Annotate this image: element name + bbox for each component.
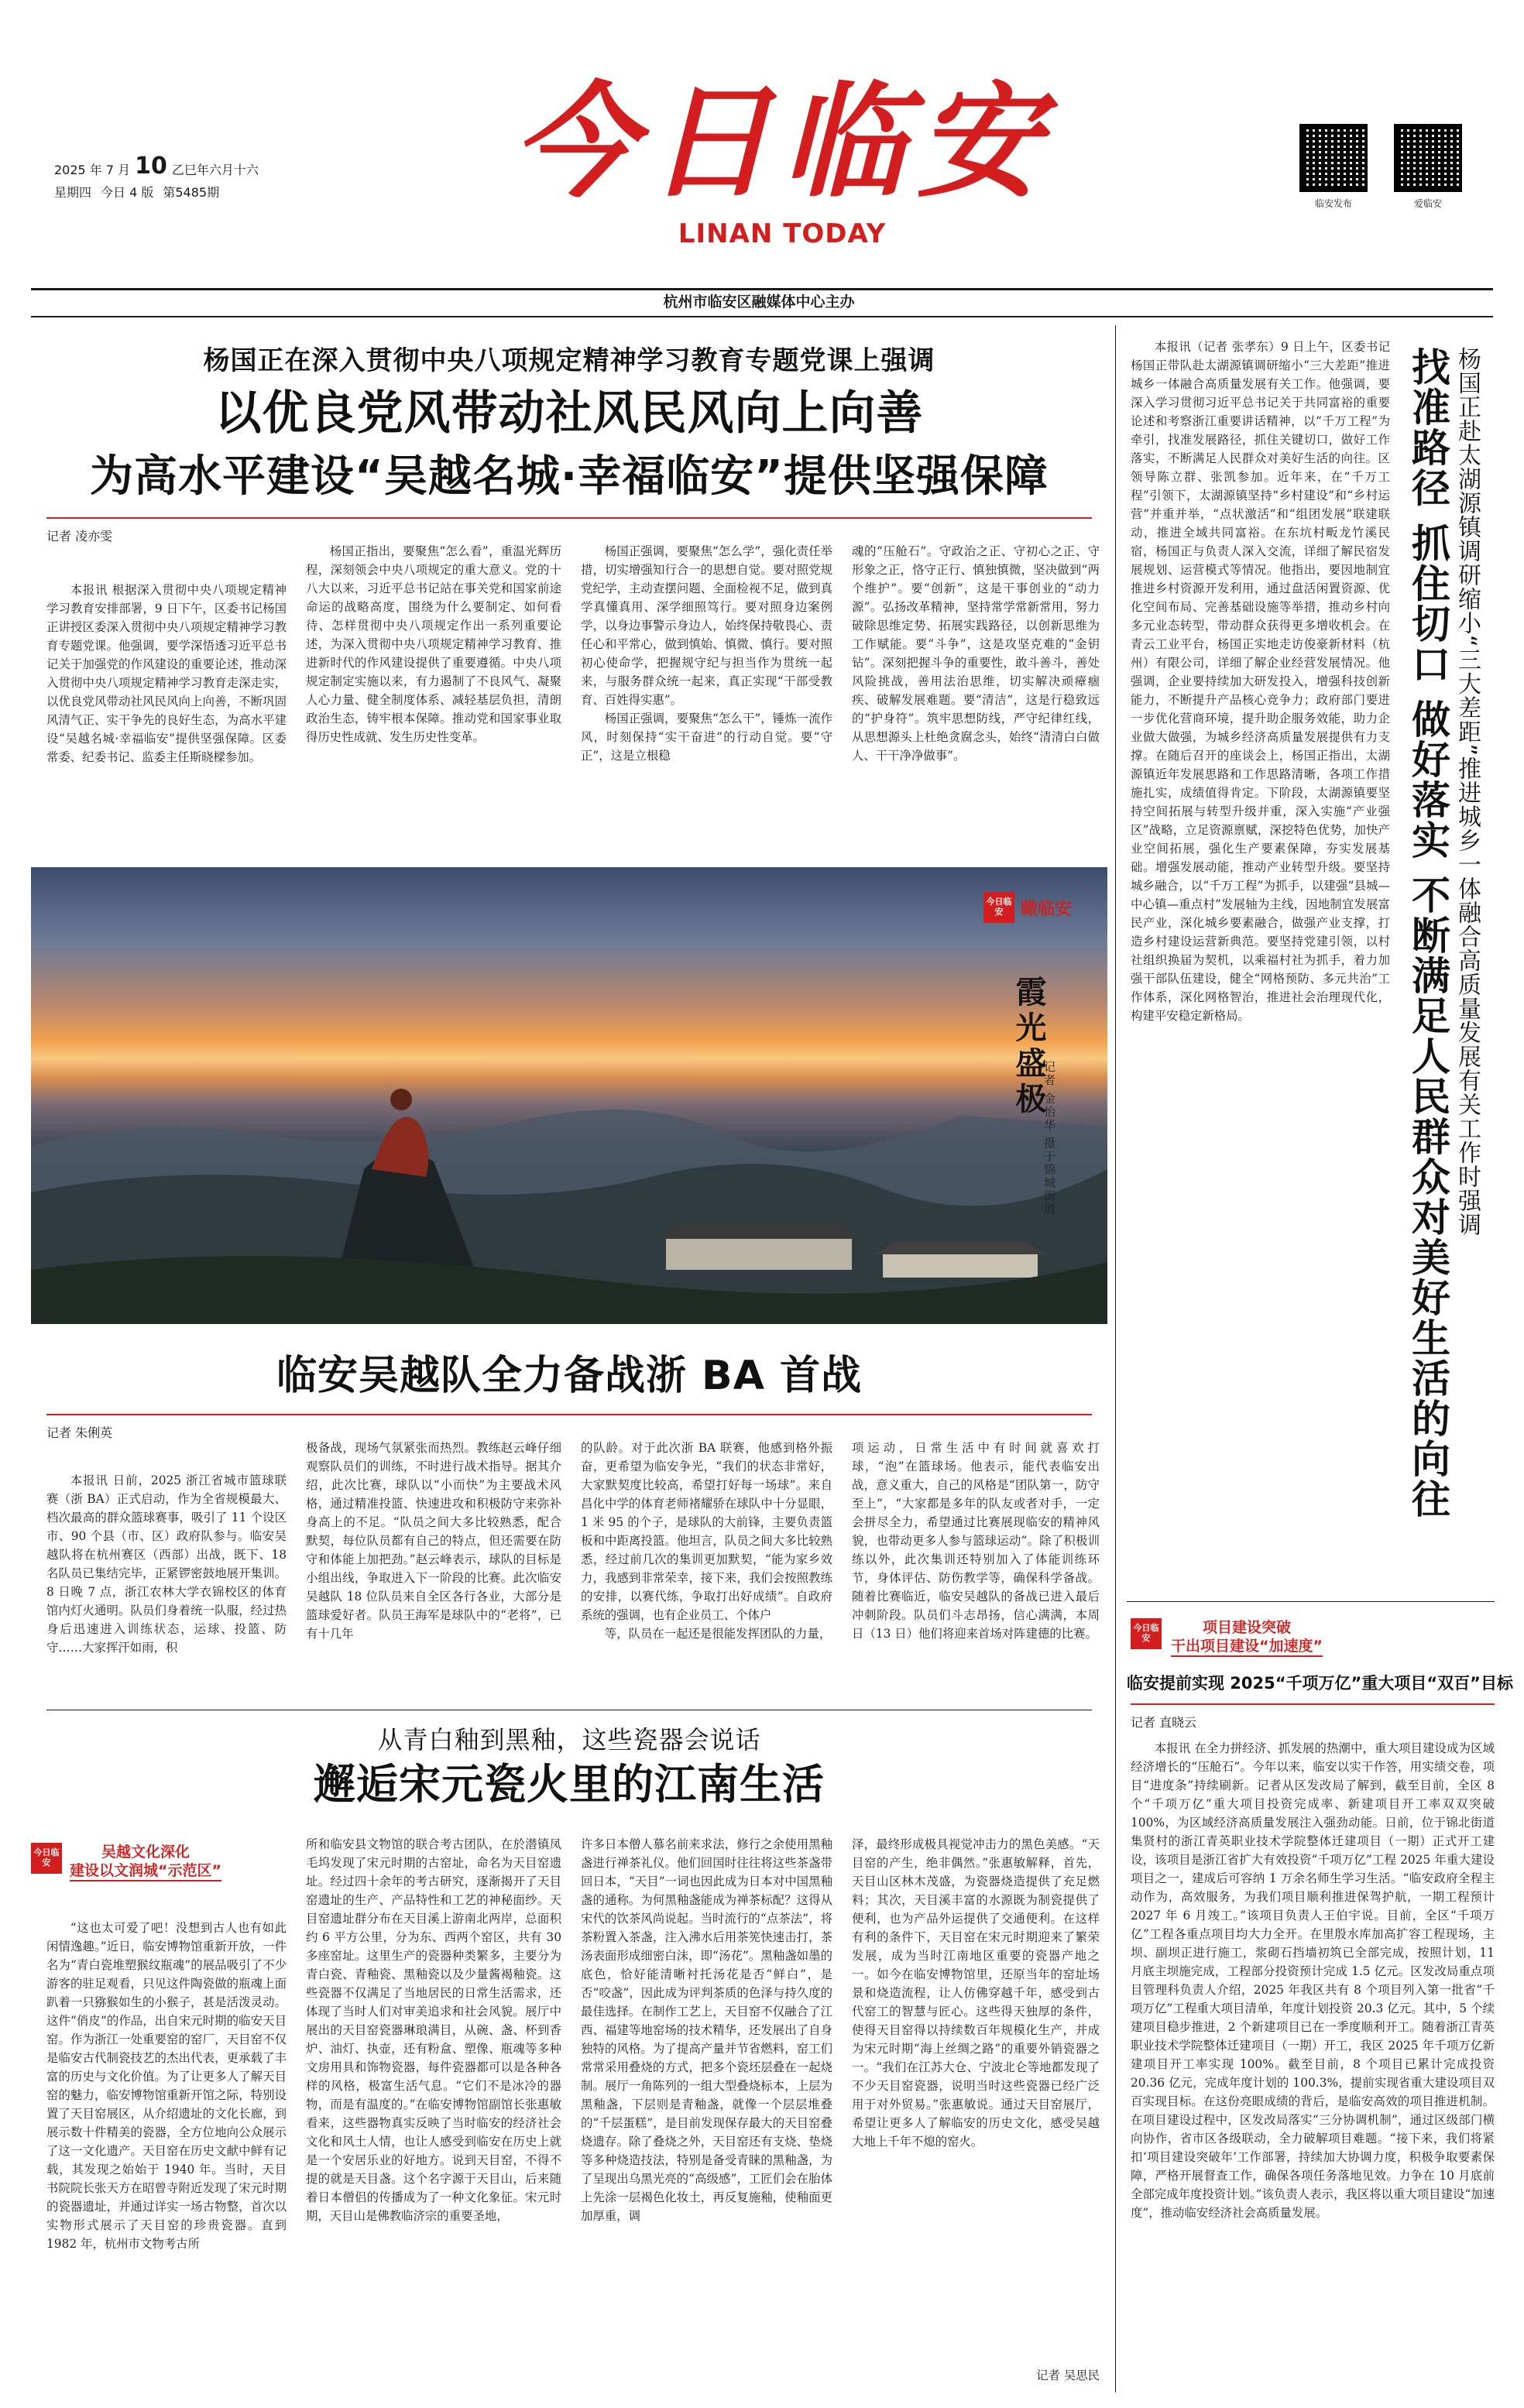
qr1-label: 临安发布 — [1314, 198, 1352, 209]
right-bottom-brand-logo: 今日临安 — [1131, 1618, 1162, 1649]
photo-title: 霞光盛极 — [1011, 976, 1046, 1118]
ba-column-2: 极备战，现场气氛紧张而热烈。教练赵云峰仔细观察队员们的训练，不时进行战术指导。据其介绍，此次比赛，球队以“小而快”为主要战术风格，通过精准投篮、快速进攻和积极防守来弥补身高上的不足。“队员之间大多比较熟悉，配合默契，每位队员都有自己的特点，但还需要在防守和体能上加把劲。”赵云峰表示，球队的目标是小组出线，争取进入下一阶段的比赛。此次临安吴越队 18 位队员来自全区各行各业，大部分是篮球爱好者。队员王海军是球队中的“老将”，已有十几年 — [306, 1441, 561, 1641]
ceramics-column-4-text: 泽，最终形成极具视觉冲击力的黑色美感。“天目窑的产生，绝非偶然。”张惠敏解释，首先，天目山区林木茂盛，为瓷器烧造提供了充足燃料；其次，天目溪丰富的水源既为制瓷提供了便利，也为产品外运提供了交通便利。在这样有利的条件下，天目窑在宋元时期迎来了繁荣发展，成为当时江南地区重要的瓷器产地之一。如今在临安博物馆里，还原当年的窑址场景和烧造流程，让人仿佛穿越千年，感受到古代窑工的智慧与匠心。这些得天独厚的条件，使得天目窑得以持续数百年规模化生产，并成为宋元时期“海上丝绸之路”的重要外销瓷器之一。“我们在江苏大仓、宁波北仑等地都发现了不少天目窑瓷器，说明当时这些瓷器已经广泛用于对外贸易。”张惠敏说。通过天目窑展厅，希望让更多人了解临安的历史文化，感受吴越大地上千年不熄的窑火。 — [852, 1837, 1100, 2149]
ba-column-3 — [581, 1439, 832, 1696]
right-bottom-red-rule — [1131, 1703, 1495, 1705]
ba-column-1: 本报讯 日前，2025 浙江省城市篮球联赛（浙 BA）正式启动，作为全省规模最大、档次最高的群众篮球赛事，吸引了 11 个设区市、90 个县（市、区）政府队参与。临安吴越队将在杭州赛区（西部）出战，既下、18 名队员已集结完毕，正紧锣密鼓地展开集训。8 日晚 7 点，浙江农林大学衣锦校区的体育馆内灯火通明。队员们身着统一队服，经过热身后迅速进入训练状态，运球、投篮、防守……大家挥汗如雨，积 — [46, 1473, 287, 1655]
ba-column-4: 项运动，日常生活中有时间就喜欢打球，“泡”在篮球场。他表示，能代表临安出战，意义重大，自己的风格是“团队第一，防守至上”，“大家都是多年的队友或者对手，一定会拼尽全力，希望通过比赛展现临安的精神风貌，也带动更多人参与篮球运动”。除了积极训练以外，此次集训还特别加入了体能训练环节，身体评估、防伤教学等，确保科学备战。随着比赛临近，临安吴越队的备战已进入最后冲刺阶段。队员们斗志昂扬，信心满满，本周日（13 日）他们将迎来首场对阵建德的比赛。 — [852, 1441, 1100, 1641]
ba-title: 临安吴越队全力备战浙 BA 首战 — [276, 1353, 863, 1399]
ceramics-column-2: 所和临安县文物馆的联合考古团队，在於潜镇凤毛坞发现了宋元时期的古窑址，命名为天目窑遗址。经过四十余年的考古研究，逐渐揭开了天目窑遗址的生产、产品特性和工艺的神秘面纱。天目窑遗址群分布在天目溪上游南北两岸，总面积约 6 平方公里，分为东、西两个窑区，共有 30 多座窑址。这里生产的瓷器种类繁多，主要分为青白瓷、青釉瓷、黑釉瓷以及少量酱褐釉瓷。这些瓷器不仅满足了当地居民的日常生活需求，还体现了当时人们对审美追求和社会风貌。展厅中展出的天目窑瓷器琳琅满目，从碗、盏、杯到香炉、油灯、执壶，还有粉盒、塑像、瓶魂等多种文房用具和饰物瓷器，每件瓷器都可以是各种各样的风格，极富生活气息。“它们不是冰冷的器物，而是有温度的。”在临安博物馆副馆长张惠敏看来，这些器物真实反映了当时临安的经济社会文化和风土人情，也让人感受到临安在历史上就是一个安居乐业的好地方。说到天目窑，不得不提的就是天目盏。这个名字源于天目山，后来随着日本僧侣的传播成为了一种文化象征。宋元时期，天目山是佛教临济宗的重要圣地， — [306, 1837, 561, 2223]
masthead-title: 今日临安 — [512, 69, 1052, 214]
right-bottom-tag — [1131, 1618, 1495, 1657]
ceramics-brand-logo: 今日临安 — [31, 1843, 62, 1874]
masthead-weekday: 星期四 — [54, 185, 92, 200]
masthead-day: 10 — [135, 153, 167, 180]
ceramics-kicker: 从青白釉到黑釉，这些瓷器会说话 — [377, 1725, 761, 1755]
ceramics-tag-line1: 吴越文化深化 — [101, 1844, 190, 1861]
lead-column-3 — [581, 542, 832, 844]
masthead-pages: 今日 4 版 — [101, 185, 154, 200]
masthead-date: 2025 年 7 月 — [54, 163, 131, 177]
right-top-kicker: 杨国正赴太湖源镇调研缩小“三大差距”推进城乡一体融合高质量发展有关工作时强调 — [1454, 347, 1481, 1237]
ceramics-tag-line2: 建设以文润城“示范区” — [70, 1861, 221, 1881]
masthead-title-en: LINAN TODAY — [678, 218, 887, 249]
ba-column-3-para2: 等，队员在一起还是很能发挥团队的力量， — [604, 1627, 832, 1641]
lead-red-rule — [46, 517, 1092, 519]
ceramics-column-1: “这也太可爱了吧！没想到古人也有如此闲情逸趣。”近日，临安博物馆重新开放，一件名为“青白瓷堆塑猴纹瓶魂”的展品吸引了不少游客的驻足观看，只见这件陶瓷做的瓶魂上面趴着一只猕猴如生的小猴子，甚是活泼灵动。这件“俏皮”的作品，出自宋元时期的临安天目窑。作为浙江一处重要窑的窑厂，天目窑不仅是临安古代制瓷技艺的杰出代表，更承载了丰富的历史与文化价值。为了让更多人了解天目窑的魅力，临安博物馆重新开馆之际，特别设置了天目窑展区，从介绍遗址的文化长廊，到展示数十件精美的瓷器，全方位地向公众展示了这一文化遗产。天目窑在历史文献中鲜有记载，其发现之始始于 1940 年。当时，天目书院院长张天方在昭曾寺附近发现了宋元时期的瓷器遗址，并通过详实一场古物整，首次以实物形式展示了天目窑的珍贵瓷器。直到 1982 年，杭州市文物考古所 — [46, 1921, 287, 2251]
lead-column-3-para2: 杨国正强调，要聚焦“怎么干”，锤炼一流作风，时刻保持“实干奋进”的行动自觉。要“守正”，这是立根稳 — [581, 712, 832, 763]
ceramics-title: 邂逅宋元瓷火里的江南生活 — [314, 1760, 825, 1809]
photo-column-name: 瞰临安 — [1021, 899, 1073, 919]
right-bottom-title: 临安提前实现 2025“千项万亿”重大项目“双百”目标 — [1127, 1674, 1513, 1693]
right-top-body: 本报讯（记者 张孝东）9 日上午，区委书记杨国正带队赴太湖源镇调研缩小“三大差距”推进城乡一体融合高质量发展有关工作。他强调，要深入学习贯彻习近平总书记关于共同富裕的重要论述和考察浙江重要讲话精神，以“千万工程”为牵引，找准发展路径，抓住关键切口，做好工作落实，不断满足人民群众对美好生活的向往。区领导陈立群、张凯参加。近年来，在“千万工程”引领下，太湖源镇坚持“乡村建设”和“乡村运营”并重并举，“点状激活”和“组团发展”联建联动，推进全域共同富裕。在东坑村畈龙竹溪民宿，杨国正与负责人深入交流，详细了解民宿发展规划、运营模式等情况。他指出，要因地制宜推进乡村资源开发利用，通过盘活闲置资源、优化空间布局、完善基础设施等举措，推动乡村向多元业态转型，带动群众获得更多增收机会。在青云工业平台，杨国正实地走访俊豪新材料（杭州）有限公司，详细了解企业经营发展情况。他强调，企业要持续加大研发投入，增强科技创新能力，不断提升产品核心竞争力；政府部门要进一步优化营商环境，提升助企服务效能，助力企业做大做强，为城乡经济高质量发展提供有力支撑。在随后召开的座谈会上，杨国正指出，太湖源镇近年发展思路和工作思路清晰，各项工作措施扎实，成绩值得肯定。下阶段，太湖源镇要坚持空间拓展与转型升级并重，深入实施“产业强区”战略，立足资源禀赋，深挖特色优势，加快产业空间拓展，强化生产要素保障，夯实发展基础。增强发展动能，推动产业转型升级。要坚持城乡融合，以“千万工程”为抓手，以建强“县城—中心镇—重点村”发展轴为主线，因地制宜发展富民产业，深化城乡要素融合，做强产业支撑，打造乡村建设运营新典范。要坚持党建引领，以村社组织换届为契机，以乘福村社为抓手，着力加强干部队伍建设，健全“网格预防、多元共治”工作体系，深化网格智治，推进社会治理现代化，构建平安稳定新格局。 — [1131, 340, 1390, 1023]
ba-red-rule — [46, 1414, 1092, 1415]
right-bottom-byline: 记者 直晓云 — [1131, 1715, 1197, 1730]
ba-byline: 记者 朱俐英 — [46, 1425, 113, 1440]
masthead-lunar: 乙巳年六月十六 — [171, 163, 259, 177]
ceramics-byline-end: 记者 吴思民 — [1036, 2369, 1100, 2382]
masthead-date-block — [54, 155, 379, 201]
photo-landscape — [31, 867, 1107, 1324]
lead-title-line1: 以优良党风带动社风民风向上向善 — [215, 386, 924, 441]
photo-brand-logo: 今日临安 — [983, 892, 1014, 923]
right-column-divider — [1115, 325, 1116, 2393]
right-bottom-body: 本报讯 在全力拼经济、抓发展的热潮中，重大项目建设成为区域经济增长的“压舱石”。今年以来，临安以实干作答，用实绩交卷，项目“进度条”持续刷新。记者从区发改局了解到，截至目前，全区 8 个“千项万亿”重大项目投资完成率、新建项目开工率双双突破 100%，为区域经济高质量发展注入强劲动能。日前，位于锦北街道集贤村的浙江青英职业技术学院整体迁建项目（一期）正式开工建设，该项目是浙江省扩大有效投资“千项万亿”工程 2025 年重大建设项目之一，建成后可容纳 1 万余名师生学习生活。“临安政府全程主动作为，高效服务，为我们项目顺利推进保驾护航，一期工程预计 2027 年 6 月竣工。”该项目负责人王伯宇说。目前，全区“千项万亿”工程各重点项目均大力全开。在里殷水库加高扩容工程现场，主坝、副坝正进行施工，浆砌石挡墙初筑已全部完成，按照计划，11 月底主坝施完成，工程部分投资预计完成 1.5 亿元。区发改局重点项目管理科负责人介绍，2025 年我区共有 8 个项目列入第一批省“千项万亿”工程重大项目清单，年度计划投资 20.3 亿元。其中，5 个续建项目稳步推进，2 个新建项目已在一季度顺利开工。随着浙江青英职业技术学院整体迁建项目（一期）开工，我区 2025 年千项万亿新建项目开工率实现 100%。截至目前，8 个项目已累计完成投资 20.36 亿元，完成年度计划的 100.3%，提前实现省重大建设项目双百实现目标。在这份亮眼成绩的背后，是临安高效的项目推进机制。在项目建设过程中，区发改局落实“三分协调机制”，通过区级部门横向协作，省市区各级联动，全力破解项目难题。“接下来，我们将紧扣‘项目建设突破年’工作部署，持续加大协调力度，积极争取要素保障，严格开展督查工作，确保各项任务落地见效。力争在 10 月底前全部完成年度投资计划。”该负责人表示，我区将以重大项目建设“加速度”，推动临安经济社会高质量发展。 — [1131, 1741, 1495, 2220]
qr2-label: 爱临安 — [1413, 198, 1442, 209]
ba-column-3-para1: 的队龄。对于此次浙 BA 联赛，他感到格外振奋，更希望为临安争光，“我们的状态非常好，大家默契度比较高，希望打好每一场球”。来自昌化中学的体育老师褚耀骄在球队中十分显眼，1 米 95 的个子，是球队的大前锋，主要负责篮板和中距离投篮。他坦言，队员之间大多比较熟悉，经过前几次的集训更加默契，“能为家乡效力，我感到非常荣幸，接下来，我们会按照教练的安排，以赛代练，争取打出好成绩”。自政府系统的强调，也有企业员工、个体户 — [581, 1441, 832, 1622]
right-top-title: 找准路径 抓住切口 做好落实 不断满足人民群众对美好生活的向往 — [1406, 347, 1450, 1520]
lead-kicker: 杨国正在深入贯彻中央八项规定精神学习教育专题党课上强调 — [203, 345, 935, 376]
qr-code-linan-fabu[interactable] — [1299, 124, 1368, 192]
photo-column-tag — [983, 892, 1072, 923]
masthead-issue: 第5485期 — [163, 185, 220, 200]
lead-column-1: 本报讯 根据深入贯彻中央八项规定精神学习教育安排部署，9 日下午，区委书记杨国正讲授区委深入贯彻中央八项规定精神学习教育专题党课。他强调，要学深悟透习近平总书记关于加强党的作风建设的重要论述，推动深入贯彻中央八项规定精神学习教育走深走实，以优良党风带动社风民风向上向善，不断巩固风清气正、实干争先的良好生态，为高水平建设“吴越名城·幸福临安”提供坚强保障。区委常委、纪委书记、监委主任斯晓樑参加。 — [46, 583, 287, 764]
lead-column-2: 杨国正指出，要聚焦“怎么看”，重温光辉历程，深刻领会中央八项规定的重大意义。党的十八大以来，习近平总书记站在事关党和国家前途命运的战略高度，围绕为什么要制定、如何看待、怎样贯彻中央八项规定作出一系列重要论述，为深入贯彻中央八项规定精神学习教育、推进新时代的作风建设提供了重要遵循。中央八项规定制定实施以来，有力遏制了不良风气、凝聚人心力量、健全制度体系、减轻基层负担，清朗政治生态，铸牢根本保障。推动党和国家事业取得历史性成就、发生历史性变革。 — [306, 544, 561, 744]
right-bottom-tag-line2: 干出项目建设“加速度” — [1171, 1637, 1323, 1657]
masthead-sponsor: 杭州市临安区融媒体中心主办 — [663, 293, 855, 310]
right-bottom-tag-line1: 项目建设突破 — [1202, 1619, 1291, 1636]
ceramics-column-4 — [852, 1835, 1100, 2393]
lead-column-4: 魂的“压舱石”。守政治之正、守初心之正、守形象之正，恪守正行、慎独慎微，坚决做到“两个维护”。要“创新”，这是干事创业的“动力源”。弘扬改革精神，坚持常学常新常用，努力破除思维定势、拓展实践路径，以创新思维为工作赋能。要“斗争”，这是攻坚克难的“金钥钻”。深刻把握斗争的重要性，敢斗善斗，善处风险挑战，善用法治思维，切实解决顽瘴痼疾、破解发展难题。要“清洁”，这是行稳致远的“护身符”。筑牢思想防线，严守纪律红线，从思想源头上杜绝贪腐念头，始终“清清白白做人、干干净净做事”。 — [852, 544, 1100, 763]
masthead-rule-bottom — [31, 316, 1493, 317]
photo-credit: 记者 金怡华 摄于锦城街道 — [1042, 1061, 1056, 1216]
lead-byline: 记者 凌亦雯 — [46, 529, 113, 544]
sunset-photo — [31, 867, 1107, 1324]
lead-column-3-para1: 杨国正强调，要聚焦“怎么学”，强化责任举措，切实增强知行合一的思想自觉。要对照党规党纪学，主动查摆问题、全面检视不足，做到真学真懂真用、深学细照笃行。要对照身边案例学，以身边事警示身边人，始终保持敬畏心、责任心和平常心，做到慎始、慎微、慎行。要对照初心使命学，把握规守纪与担当作为贯统一起来，与服务群众统一起来，真正实现“干部受教育、百姓得实惠”。 — [581, 544, 832, 707]
lead-title-line2: 为高水平建设“吴越名城·幸福临安”提供坚强保障 — [90, 451, 1049, 502]
ceramics-column-3: 许多日本僧人慕名前来求法，修行之余使用黑釉盏进行禅茶礼仪。他们回国时往往将这些茶盏带回日本，“天目”一词也因此成为日本对中国黑釉盏的通称。为何黑釉盏能成为禅茶标配？这得从宋代的饮茶风尚说起。当时流行的“点茶法”，将茶粉置入茶盏，注入沸水后用茶筅快速击打，茶汤表面形成细密白沫，即“汤花”。黑釉盏如墨的底色，恰好能清晰衬托汤花是否“鲜白”，是否“咬盏”，因此成为评判茶质的色泽与持久度的最佳选择。在制作工艺上，天目窑不仅融合了江西、福建等地窑场的技术精华，还发展出了自身独特的风格。为了提高产量并节省燃料，窑工们常常采用叠烧的方式，把多个瓷坯层叠在一起烧制。展厅一角陈列的一组大型叠烧标本，上层为黑釉盏，下层则是青釉盏，就像一个层层堆叠的“千层蛋糕”，是目前发现保存最大的天目窑叠烧遗存。除了叠烧之外，天目窑还有支烧、垫烧等多种烧造技法，特别是备受青睐的黑釉盏，为了呈现出乌黑光亮的“高级感”，工匠们会在胎体上先涂一层褐色化妆土，再反复施釉，使釉面更加厚重，调 — [581, 1837, 832, 2223]
right-section-divider — [1127, 1601, 1495, 1602]
qr-code-ai-linan[interactable] — [1394, 124, 1462, 192]
ceramics-column-tag — [31, 1843, 287, 1881]
